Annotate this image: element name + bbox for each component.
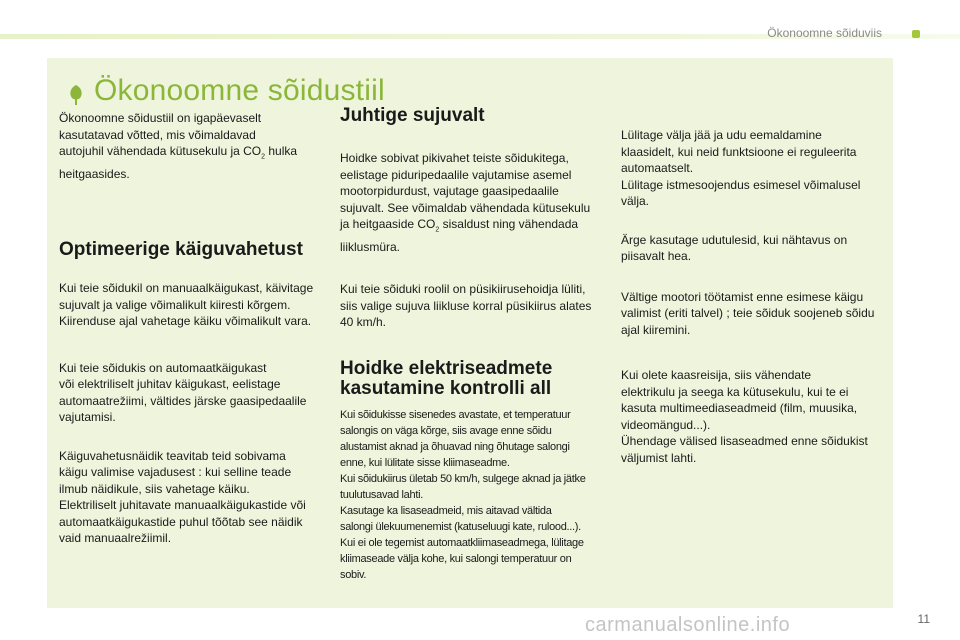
gear-indicator-paragraph: Käiguvahetusnäidik teavitab teid sobivama käigu valimise vajadusest : kui selline teade ilmub näidikule, siis vahetage käiku. Elektriliselt juhitavate manuaalkäigukastide või automaatkäigukastide puhul tõõtab see näidik vaid manuaalrežiimil. xyxy=(59,448,306,546)
page-title: Ökonoomne sõidustiil xyxy=(94,74,385,107)
climate-paragraph: Kui sõidukisse sisenedes avastate, et temperatuur salongis on väga kõrge, siis avage enne sõidu alustamist aknad ja õhuavad ning õhutage salongi enne, kui lülitate sisse kliimaseadme. Kui sõidukiirus ületab 50 km/h, sulgege aknad ja jätke tuulutusavad lahti. Kasutage ka lisaseadmeid, mis aitavad vältida salongi ülekuumenemist (katuseluugi kate, rulood...). Kui ei ole tegemist automaatkliimaseadmega, lülitage kliimaseade välja kohe, kui salongi temperatuur on sobiv. xyxy=(340,408,586,581)
gear-shift-heading: Optimeerige käiguvahetust xyxy=(59,239,303,261)
intro-paragraph: Ökonoomne sõidustiil on igapäevaselt kasutatavad võtted, mis võimaldavad autojuhil vähendada kütusekulu ja $CO_2$ hulka heitgaasides. xyxy=(59,111,298,181)
smooth-driving-paragraph: Hoidke sobivat pikivahet teiste sõidukitega, eelistage piduripedaalile vajutamise asemel mootorpidurdust, vajutage gaasipedaalile sujuvalt. See võimaldab vähendada kütusekulu ja heitgaaside $CO_2$ sisaldust ning vähendada liiklusmüra. xyxy=(340,151,591,254)
automatic-gearbox-paragraph: Kui teie sõidukis on automaatkäigukast või elektriliselt juhitav käigukast, eelistage automaatrežiimi, vältides järske gaasipedaalile vajutamisi. xyxy=(59,360,307,425)
defrost-paragraph: Lülitage välja jää ja udu eemaldamine klaasidelt, kui neid funktsioone ei reguleerita automaatselt. Lülitage istmesoojendus esimesel võimalusel välja. xyxy=(621,128,861,208)
drive-smoothly-heading: Juhtige sujuvalt xyxy=(340,105,485,126)
column-left xyxy=(59,110,321,547)
passenger-paragraph: Kui olete kaasreisija, siis vähendate elektrikulu ja seega ka kütusekulu, kui te ei kasuta multimeediaseadmeid (film, muusika, videomängud...). Ühendage välised lisaseadmed enne sõidukist väljumist lahti. xyxy=(621,368,868,465)
column-middle xyxy=(340,106,606,583)
watermark: carmanualsonline.info xyxy=(585,614,791,636)
fog-lights-paragraph: Ärge kasutage udutulesid, kui nähtavus on piisavalt hea. xyxy=(621,232,848,263)
section-marker-icon xyxy=(912,30,920,38)
leaf-icon xyxy=(68,84,84,106)
section-title: Ökonoomne sõiduviis xyxy=(767,26,882,40)
page-number: 11 xyxy=(917,612,930,626)
engine-idle-paragraph: Vältige mootori töötamist enne esimese käigu valimist (eriti talvel) ; teie sõiduk soojeneb sõidu ajal kiiremini. xyxy=(621,289,875,337)
manual-gearbox-paragraph: Kui teie sõidukil on manuaalkäigukast, käivitage sujuvalt ja valige võimalikult kiiresti kõrgem. Kiirenduse ajal vahetage käiku võimalikult vara. xyxy=(59,281,314,329)
electrical-equipment-heading: Hoidke elektriseadmete kasutamine kontrolli all xyxy=(340,357,553,399)
column-right xyxy=(621,127,891,466)
cruise-control-paragraph: Kui teie sõiduki roolil on püsikiirusehoidja lüliti, siis valige sujuva liikluse korral püsikiirus alates 40 km/h. xyxy=(340,282,592,330)
